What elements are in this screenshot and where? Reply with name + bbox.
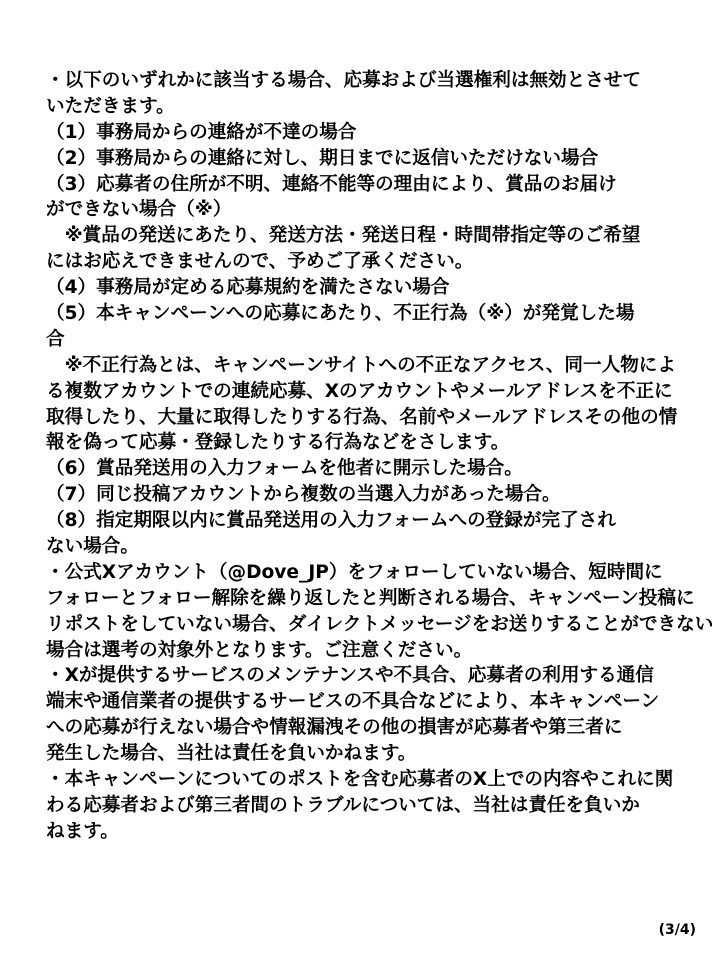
text-line: ※不正行為とは、キャンペーンサイトへの不正なアクセス、同一人物によ xyxy=(46,354,676,376)
text-line: ※賞品の発送にあたり、発送方法・発送日程・時間帯指定等のご希望 xyxy=(46,225,641,247)
text-line: る複数アカウントでの連続応募、Xのアカウントやメールアドレスを不正に xyxy=(46,380,673,402)
terms-text-block xyxy=(46,68,714,845)
text-line: （5）本キャンペーンへの応募にあたり、不正行為（※）が発覚した場 xyxy=(46,303,635,325)
text-line: ・公式Xアカウント（@Dove_JP）をフォローしていない場合、短時間に xyxy=(46,561,663,583)
text-line: 場合は選考の対象外となります。ご注意ください。 xyxy=(46,639,473,661)
text-line: 発生した場合、当社は責任を負いかねます。 xyxy=(46,743,417,765)
text-line: （6）賞品発送用の入力フォームを他者に開示した場合。 xyxy=(46,458,523,480)
text-line: フォローとフォロー解除を繰り返したと判断される場合、キャンペーン投稿に xyxy=(46,587,695,609)
text-line: ねます。 xyxy=(46,820,119,842)
text-line: （2）事務局からの連絡に対し、期日までに返信いただけない場合 xyxy=(46,147,599,169)
text-line: （7）同じ投稿アカウントから複数の当選入力があった場合。 xyxy=(46,484,561,506)
text-line: 報を偽って応募・登録したりする行為などをさします。 xyxy=(46,432,510,454)
text-line: ない場合。 xyxy=(46,536,139,558)
text-line: 合 xyxy=(46,328,65,350)
text-line: （8）指定期限以内に賞品発送用の入力フォームへの登録が完了され xyxy=(46,510,616,532)
text-line: わる応募者および第三者間のトラブルについては、当社は責任を負いか xyxy=(46,794,640,816)
text-line: （1）事務局からの連絡が不達の場合 xyxy=(46,121,357,143)
text-line: （4）事務局が定める応募規約を満たさない場合 xyxy=(46,277,450,299)
text-line: （3）応募者の住所が不明、連絡不能等の理由により、賞品のお届け xyxy=(46,173,617,195)
text-line: 取得したり、大量に取得したりする行為、名前やメールアドレスその他の情 xyxy=(46,406,678,428)
text-line: ・本キャンペーンについてのポストを含む応募者のX上での内容やこれに関 xyxy=(46,769,674,791)
text-line: ・Xが提供するサービスのメンテナンスや不具合、応募者の利用する通信 xyxy=(46,665,654,687)
text-line: リポストをしていない場合、ダイレクトメッセージをお送りすることができない xyxy=(46,613,714,635)
text-line: 端末や通信業者の提供するサービスの不具合などにより、本キャンペーン xyxy=(46,691,660,713)
text-line: ができない場合（※） xyxy=(46,199,232,221)
text-line: への応募が行えない場合や情報漏洩その他の損害が応募者や第三者に xyxy=(46,717,623,739)
text-line: ・以下のいずれかに該当する場合、応募および当選権利は無効とさせて xyxy=(46,70,642,91)
text-line: いただきます。 xyxy=(46,95,175,117)
text-line: にはお応えできませんので、予めご了承ください。 xyxy=(46,251,474,273)
page-number: (3/4) xyxy=(658,922,696,938)
